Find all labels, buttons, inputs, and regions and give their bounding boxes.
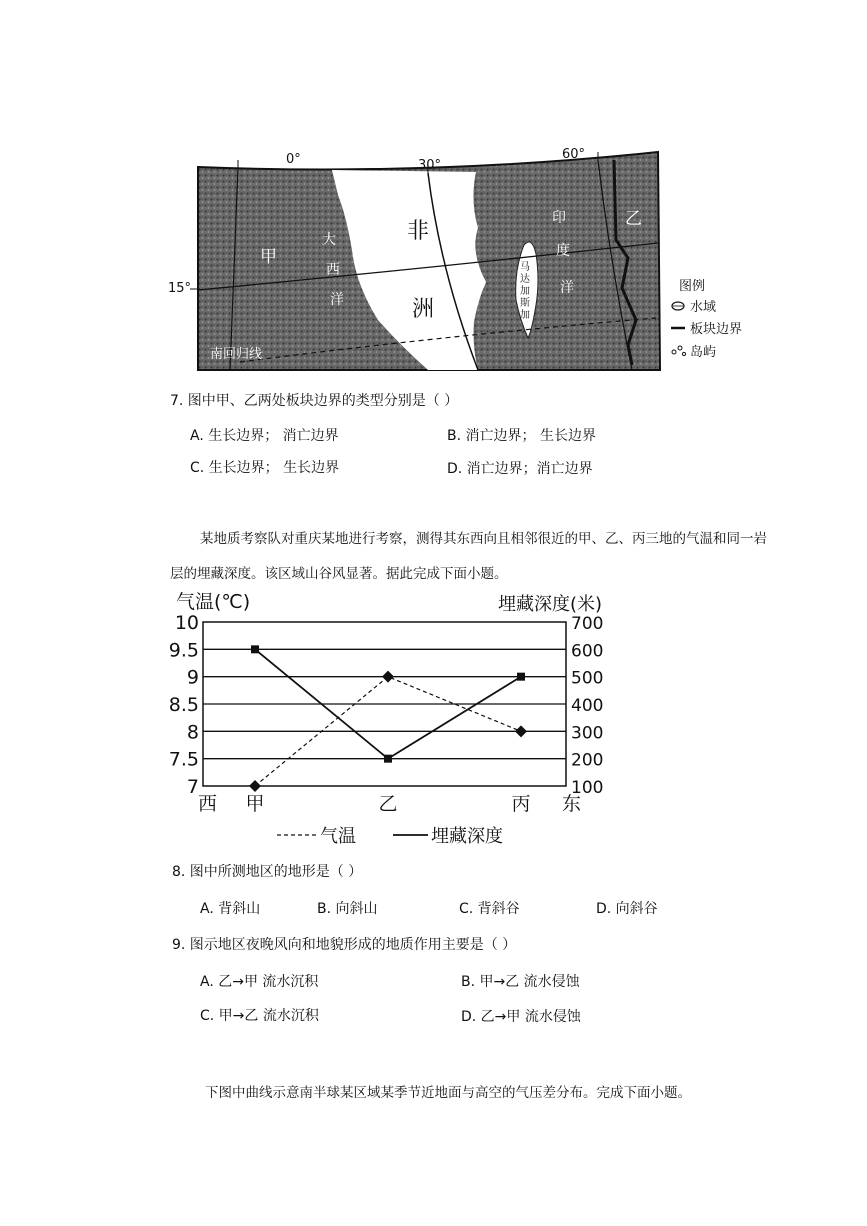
intro2-line1: 某地质考察队对重庆某地进行考察，测得其东西向且相邻很近的甲、乙、丙三地的气温和同一岩 bbox=[200, 531, 767, 547]
africa-plate-map bbox=[160, 140, 760, 380]
indian-label-3: 洋 bbox=[560, 280, 574, 296]
intro3-text: 下图中曲线示意南半球某区域某季节近地面与高空的气压差分布。完成下面小题。 bbox=[205, 1085, 691, 1101]
point-埋藏深度 bbox=[517, 673, 525, 681]
madagascar-label-5: 加 bbox=[520, 310, 530, 321]
right-tick-label: 700 bbox=[571, 614, 604, 634]
plate-boundary-a-label: 甲 bbox=[260, 247, 277, 267]
x-category-label: 丙 bbox=[511, 793, 531, 815]
island-legend-icon bbox=[672, 346, 686, 356]
lon-60-label: 60° bbox=[562, 147, 586, 162]
right-tick-label: 100 bbox=[571, 778, 604, 798]
q9-stem: 9. 图示地区夜晚风向和地貌形成的地质作用主要是（ ） bbox=[172, 937, 517, 953]
atlantic-label-2: 西 bbox=[326, 262, 340, 278]
legend-water: 水域 bbox=[690, 300, 717, 315]
x-category-label: 乙 bbox=[378, 793, 398, 815]
indian-label-2: 度 bbox=[556, 243, 570, 259]
q7-option-d[interactable]: D. 消亡边界；消亡边界 bbox=[447, 461, 593, 477]
q7-option-b[interactable]: B. 消亡边界； 生长边界 bbox=[447, 428, 596, 444]
q9-option-c[interactable]: C. 甲→乙 流水沉积 bbox=[200, 1008, 319, 1024]
lon-0-label: 0° bbox=[286, 152, 301, 167]
lon-30-label: 30° bbox=[418, 158, 442, 173]
left-tick-label: 9 bbox=[186, 666, 199, 689]
point-气温 bbox=[515, 725, 527, 737]
africa-label-2: 洲 bbox=[412, 297, 435, 322]
q7-stem: 7. 图中甲、乙两处板块边界的类型分别是（ ） bbox=[170, 393, 459, 409]
indian-label-1: 印 bbox=[552, 210, 566, 226]
atlantic-label-3: 洋 bbox=[330, 292, 344, 308]
left-tick-label: 7 bbox=[186, 776, 199, 798]
plate-boundary-b-label: 乙 bbox=[625, 209, 642, 229]
left-tick-label: 8.5 bbox=[168, 694, 199, 716]
q7-option-c[interactable]: C. 生长边界； 生长边界 bbox=[190, 460, 340, 476]
legend-title: 图例 bbox=[679, 279, 706, 294]
africa-label-1: 非 bbox=[407, 219, 430, 244]
q8-option-c[interactable]: C. 背斜谷 bbox=[459, 901, 520, 917]
atlantic-label-1: 大 bbox=[322, 232, 336, 248]
q7-option-a[interactable]: A. 生长边界； 消亡边界 bbox=[190, 428, 339, 444]
x-end-west-label: 西 bbox=[198, 793, 218, 815]
q8-option-b[interactable]: B. 向斜山 bbox=[317, 901, 378, 917]
q8-option-d[interactable]: D. 向斜谷 bbox=[596, 901, 658, 917]
q9-option-a[interactable]: A. 乙→甲 流水沉积 bbox=[200, 974, 319, 990]
temperature-depth-chart bbox=[160, 585, 620, 855]
right-tick-label: 500 bbox=[571, 668, 604, 689]
point-气温 bbox=[249, 780, 261, 792]
madagascar-label-2: 达 bbox=[520, 274, 530, 285]
q8-option-a[interactable]: A. 背斜山 bbox=[200, 901, 261, 917]
legend-temp-label: 气温 bbox=[320, 826, 356, 847]
point-埋藏深度 bbox=[384, 755, 392, 763]
left-axis-title: 气温(℃) bbox=[176, 591, 251, 613]
x-category-label: 甲 bbox=[245, 793, 265, 815]
q9-option-b[interactable]: B. 甲→乙 流水侵蚀 bbox=[461, 974, 580, 990]
q9-option-d[interactable]: D. 乙→甲 流水侵蚀 bbox=[461, 1009, 581, 1025]
point-气温 bbox=[382, 671, 394, 683]
madagascar-label-1: 马 bbox=[520, 262, 530, 273]
right-tick-label: 400 bbox=[571, 696, 604, 716]
left-tick-label: 8 bbox=[186, 721, 199, 744]
lat-15-label: 15° bbox=[168, 281, 192, 296]
x-end-east-label: 东 bbox=[562, 793, 582, 815]
left-tick-label: 9.5 bbox=[168, 639, 199, 662]
tropic-label: 南回归线 bbox=[210, 347, 263, 362]
right-tick-label: 300 bbox=[571, 723, 604, 744]
right-axis-title: 埋藏深度(米) bbox=[498, 594, 603, 615]
madagascar-label-3: 加 bbox=[520, 286, 530, 297]
q8-stem: 8. 图中所测地区的地形是（ ） bbox=[172, 864, 363, 880]
legend-boundary: 板块边界 bbox=[690, 322, 743, 337]
legend-island: 岛屿 bbox=[690, 345, 717, 360]
madagascar-label-4: 斯 bbox=[520, 298, 530, 309]
left-tick-label: 7.5 bbox=[168, 748, 199, 771]
right-tick-label: 600 bbox=[571, 641, 604, 662]
point-埋藏深度 bbox=[251, 645, 259, 653]
right-tick-label: 200 bbox=[571, 750, 604, 771]
intro2-line2: 层的埋藏深度。该区域山谷风显著。据此完成下面小题。 bbox=[170, 566, 508, 582]
left-tick-label: 10 bbox=[174, 612, 199, 634]
legend-depth-label: 埋藏深度 bbox=[431, 826, 503, 847]
